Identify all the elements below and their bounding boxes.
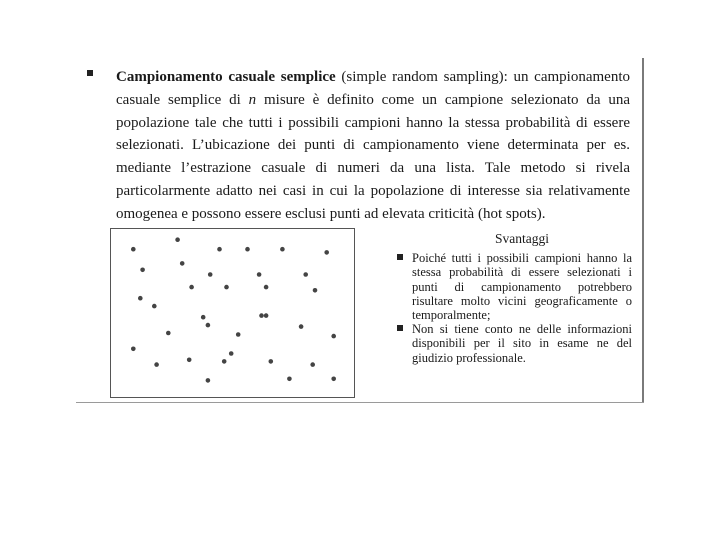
frame-edge-bottom xyxy=(76,402,644,403)
sample-point xyxy=(152,304,157,309)
frame-edge-right xyxy=(642,58,644,403)
sample-point xyxy=(138,296,143,301)
sample-point xyxy=(229,351,234,356)
sample-point xyxy=(287,377,292,382)
sample-point xyxy=(189,285,194,290)
disadvantage-item xyxy=(394,322,632,365)
disadvantages-heading: Svantaggi xyxy=(495,231,549,246)
sample-point xyxy=(166,331,171,336)
sample-point xyxy=(310,362,315,367)
scatter-svg xyxy=(111,229,356,399)
sample-point xyxy=(264,313,269,318)
sample-point xyxy=(264,285,269,290)
disadvantage-text: Poiché tutti i possibili campioni hanno la stessa probabilità di essere selezionati i punti di campionamento potrebbero risultare molto vicini geograficamente o temporalmente; xyxy=(412,251,632,323)
sample-point xyxy=(208,272,213,277)
sample-point xyxy=(280,247,285,252)
sample-point xyxy=(269,359,274,364)
sample-point xyxy=(257,272,262,277)
paragraph-italic-n: n xyxy=(248,91,257,108)
disadvantages-panel xyxy=(394,232,632,365)
sample-point xyxy=(313,288,318,293)
paragraph-after-title: (simple random sampling): un campionamento casuale semplice di xyxy=(116,69,630,108)
sample-point xyxy=(131,347,136,352)
sample-point xyxy=(140,268,145,273)
sample-point xyxy=(299,324,304,329)
paragraph-title: Campionamento casuale semplice xyxy=(116,69,336,85)
paragraph-rest: misure è definito come un campione selezionato da una popolazione tale che tutti i possibili campioni hanno la stessa probabilità di essere selezionati. L’ubicazione dei punti di campionamento viene determinata per es. mediante l’estrazione casuale di numeri da una lista. Tale metodo si rivela particolarmente adatto nei casi in cui la popolazione di interesse sia relativamente omogenea e possono essere esclusi punti ad elevata criticità (hot spots). xyxy=(116,91,630,222)
sample-point xyxy=(324,250,329,255)
sample-point xyxy=(222,359,227,364)
sample-point xyxy=(206,323,211,328)
sample-point xyxy=(180,261,185,266)
random-sampling-plot xyxy=(110,228,355,398)
sample-point xyxy=(245,247,250,252)
bullet-square-icon xyxy=(397,325,403,331)
sample-point xyxy=(175,237,180,242)
sample-point xyxy=(206,378,211,383)
sample-point xyxy=(187,358,192,363)
sample-point xyxy=(259,313,264,318)
sample-point xyxy=(331,377,336,382)
sample-point xyxy=(154,362,159,367)
paragraph-bullet-icon xyxy=(87,70,93,76)
sample-point xyxy=(236,332,241,337)
sample-point xyxy=(217,247,222,252)
bullet-square-icon xyxy=(397,254,403,260)
sample-point xyxy=(131,247,136,252)
sample-point xyxy=(303,272,308,277)
main-paragraph xyxy=(116,66,630,226)
disadvantage-item xyxy=(394,251,632,322)
sample-point xyxy=(201,315,206,320)
sample-point xyxy=(224,285,229,290)
sample-point xyxy=(331,334,336,339)
disadvantage-text: Non si tiene conto ne delle informazioni disponibili per il sito in esame ne del giudizio professionale. xyxy=(412,322,632,365)
